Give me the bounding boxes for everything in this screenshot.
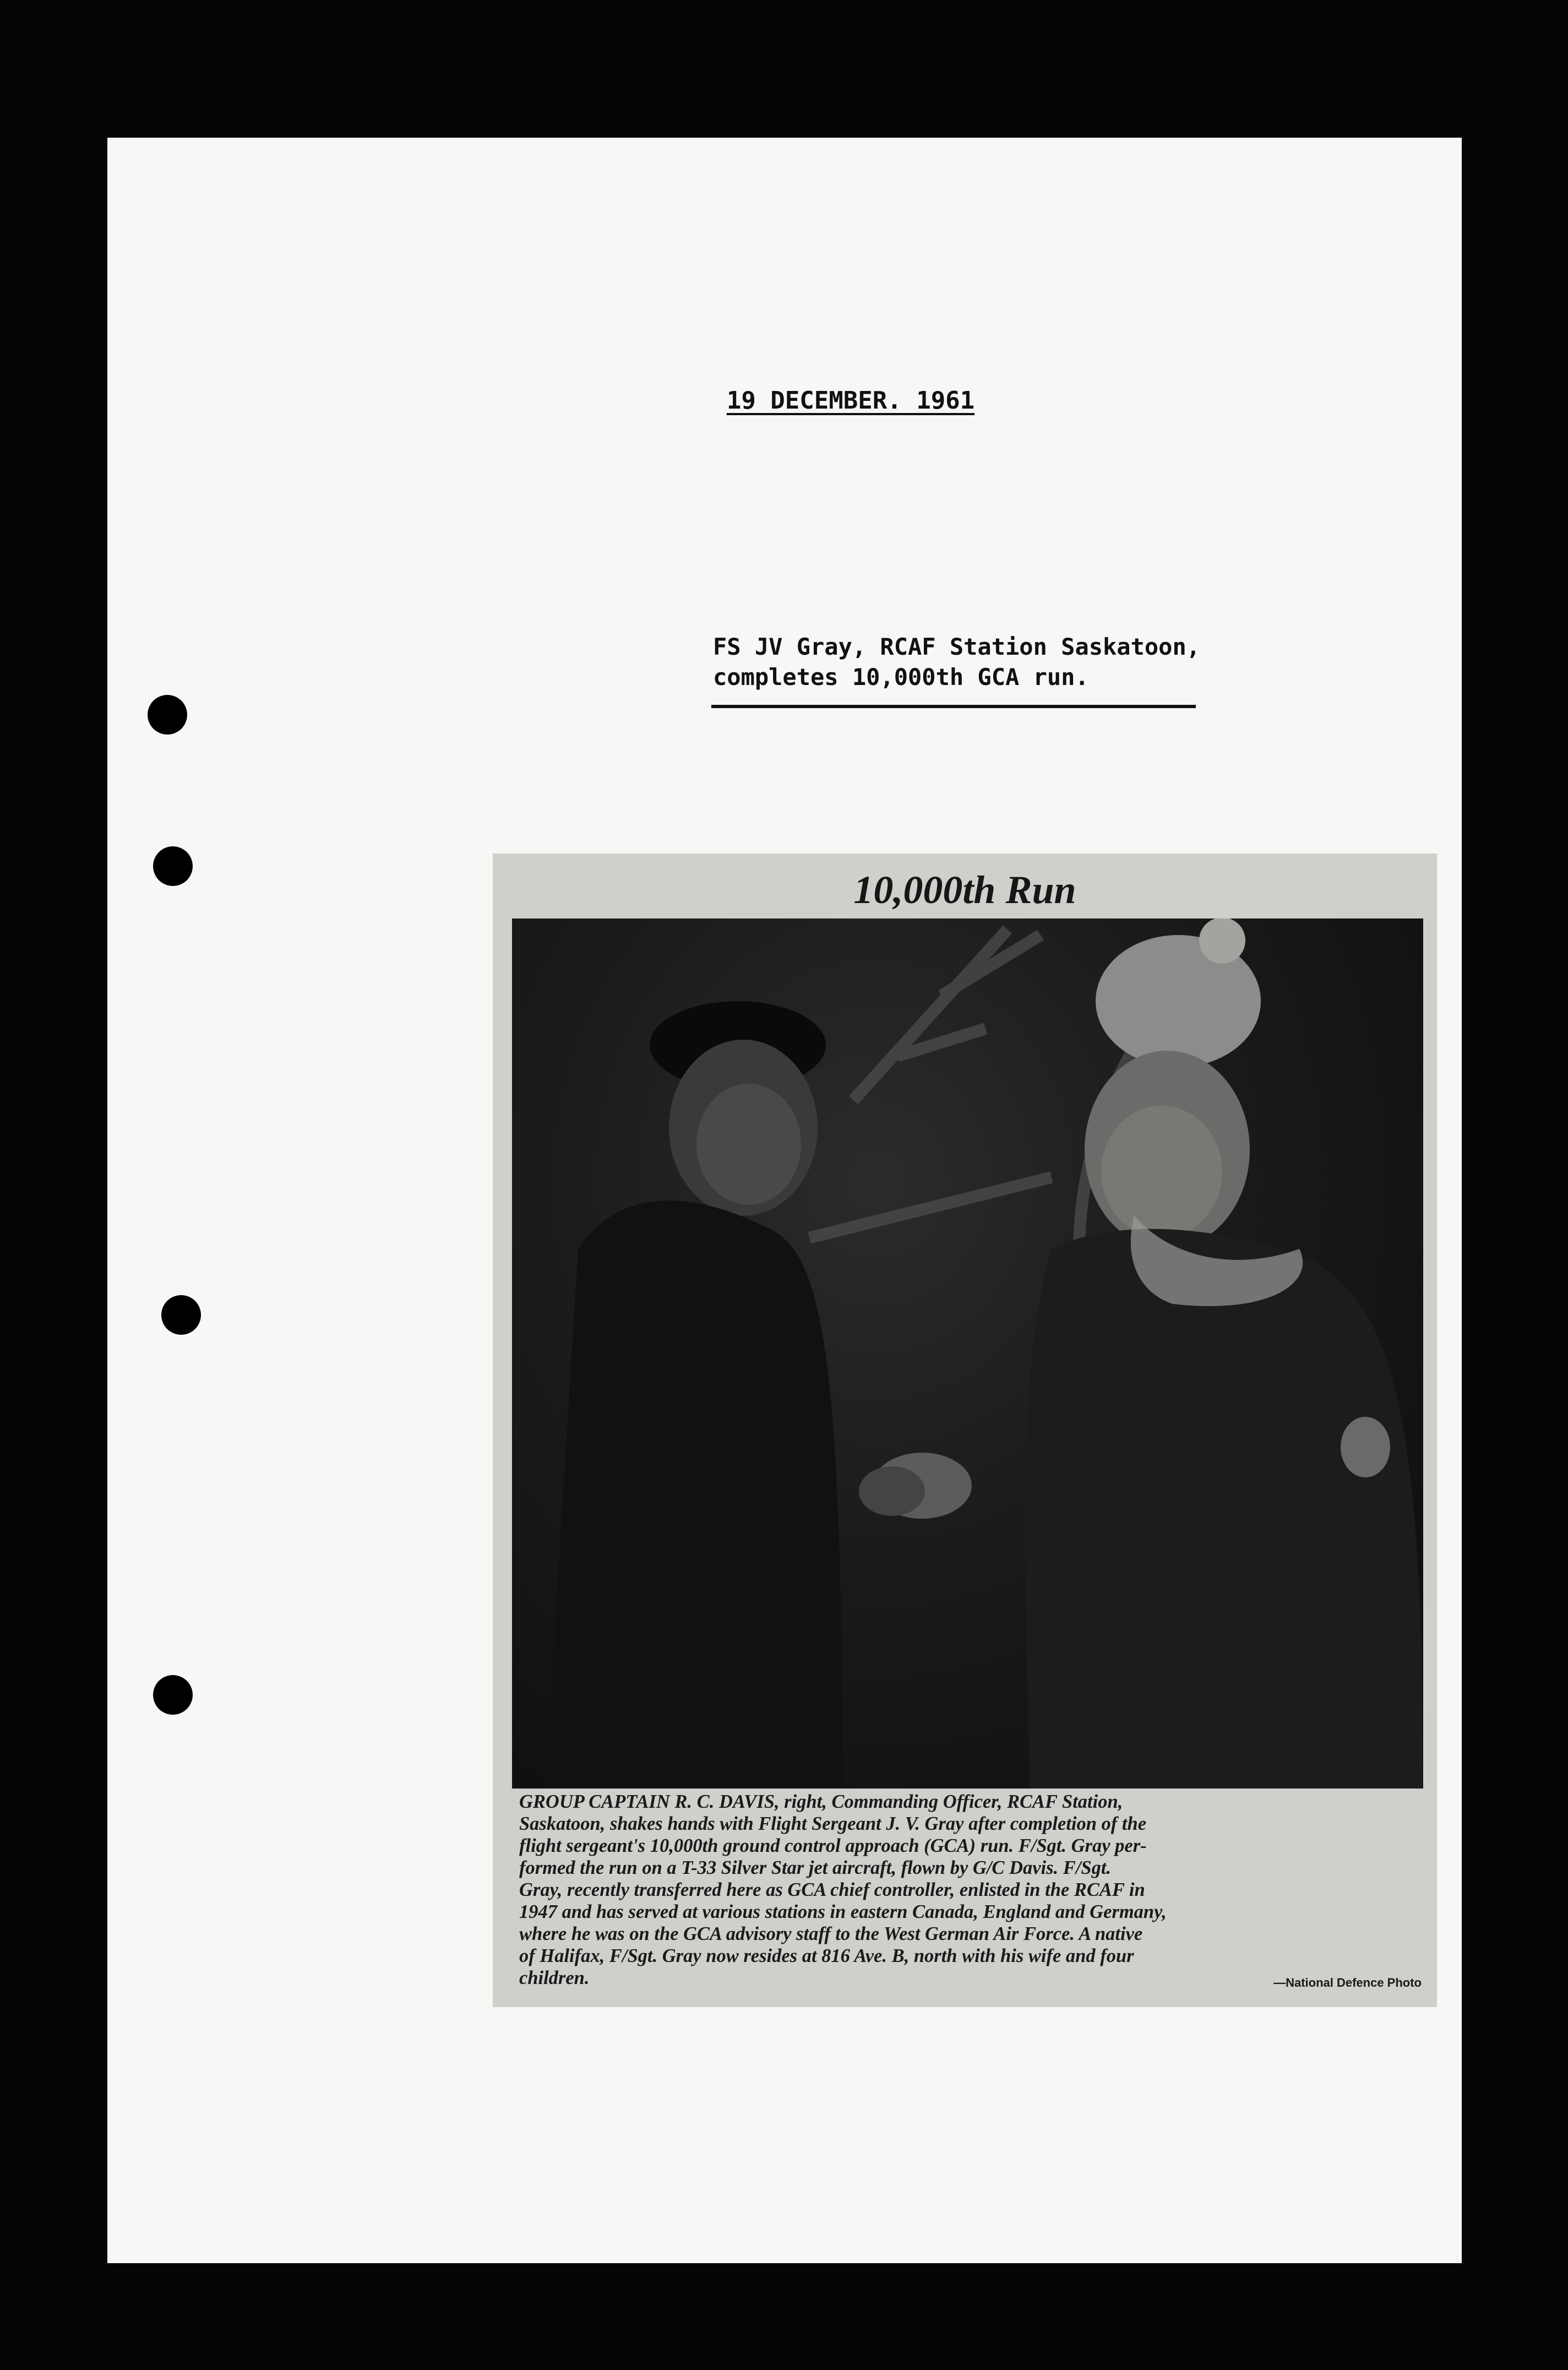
punch-hole-icon — [161, 1295, 201, 1335]
document-page — [107, 138, 1462, 2263]
summary-line-1: FS JV Gray, RCAF Station Saskatoon, — [713, 633, 1201, 660]
caption-line: Gray, recently transferred here as GCA chief controller, enlisted in the RCAF in — [519, 1879, 1145, 1900]
caption-line: GROUP CAPTAIN R. C. DAVIS, right, Commanding Officer, RCAF Station, — [519, 1791, 1123, 1812]
punch-hole-icon — [153, 846, 193, 886]
photo-credit: —National Defence Photo — [1273, 1976, 1422, 1990]
caption-line: children. — [519, 1967, 590, 1988]
caption-line: formed the run on a T-33 Silver Star jet aircraft, flown by G/C Davis. F/Sgt. — [519, 1857, 1112, 1878]
caption-line: Saskatoon, shakes hands with Flight Sergeant J. V. Gray after completion of the — [519, 1813, 1147, 1834]
photo-caption — [519, 1791, 1422, 1989]
caption-line: 1947 and has served at various stations in eastern Canada, England and Germany, — [519, 1901, 1167, 1922]
punch-hole-icon — [153, 1675, 193, 1715]
newspaper-photo — [512, 918, 1423, 1789]
summary-line-2: completes 10,000th GCA run. — [713, 664, 1089, 691]
summary-underline — [711, 705, 1196, 708]
handshake-photo-icon — [512, 918, 1423, 1789]
caption-line: where he was on the GCA advisory staff to the West German Air Force. A native — [519, 1923, 1143, 1944]
newspaper-clipping — [493, 854, 1437, 2007]
date-heading: 19 DECEMBER. 1961 — [726, 387, 975, 415]
caption-line: of Halifax, F/Sgt. Gray now resides at 816 Ave. B, north with his wife and four — [519, 1945, 1134, 1966]
punch-hole-icon — [148, 695, 187, 735]
clipping-headline: 10,000th Run — [853, 868, 1076, 912]
caption-line: flight sergeant's 10,000th ground control approach (GCA) run. F/Sgt. Gray per- — [519, 1835, 1147, 1856]
